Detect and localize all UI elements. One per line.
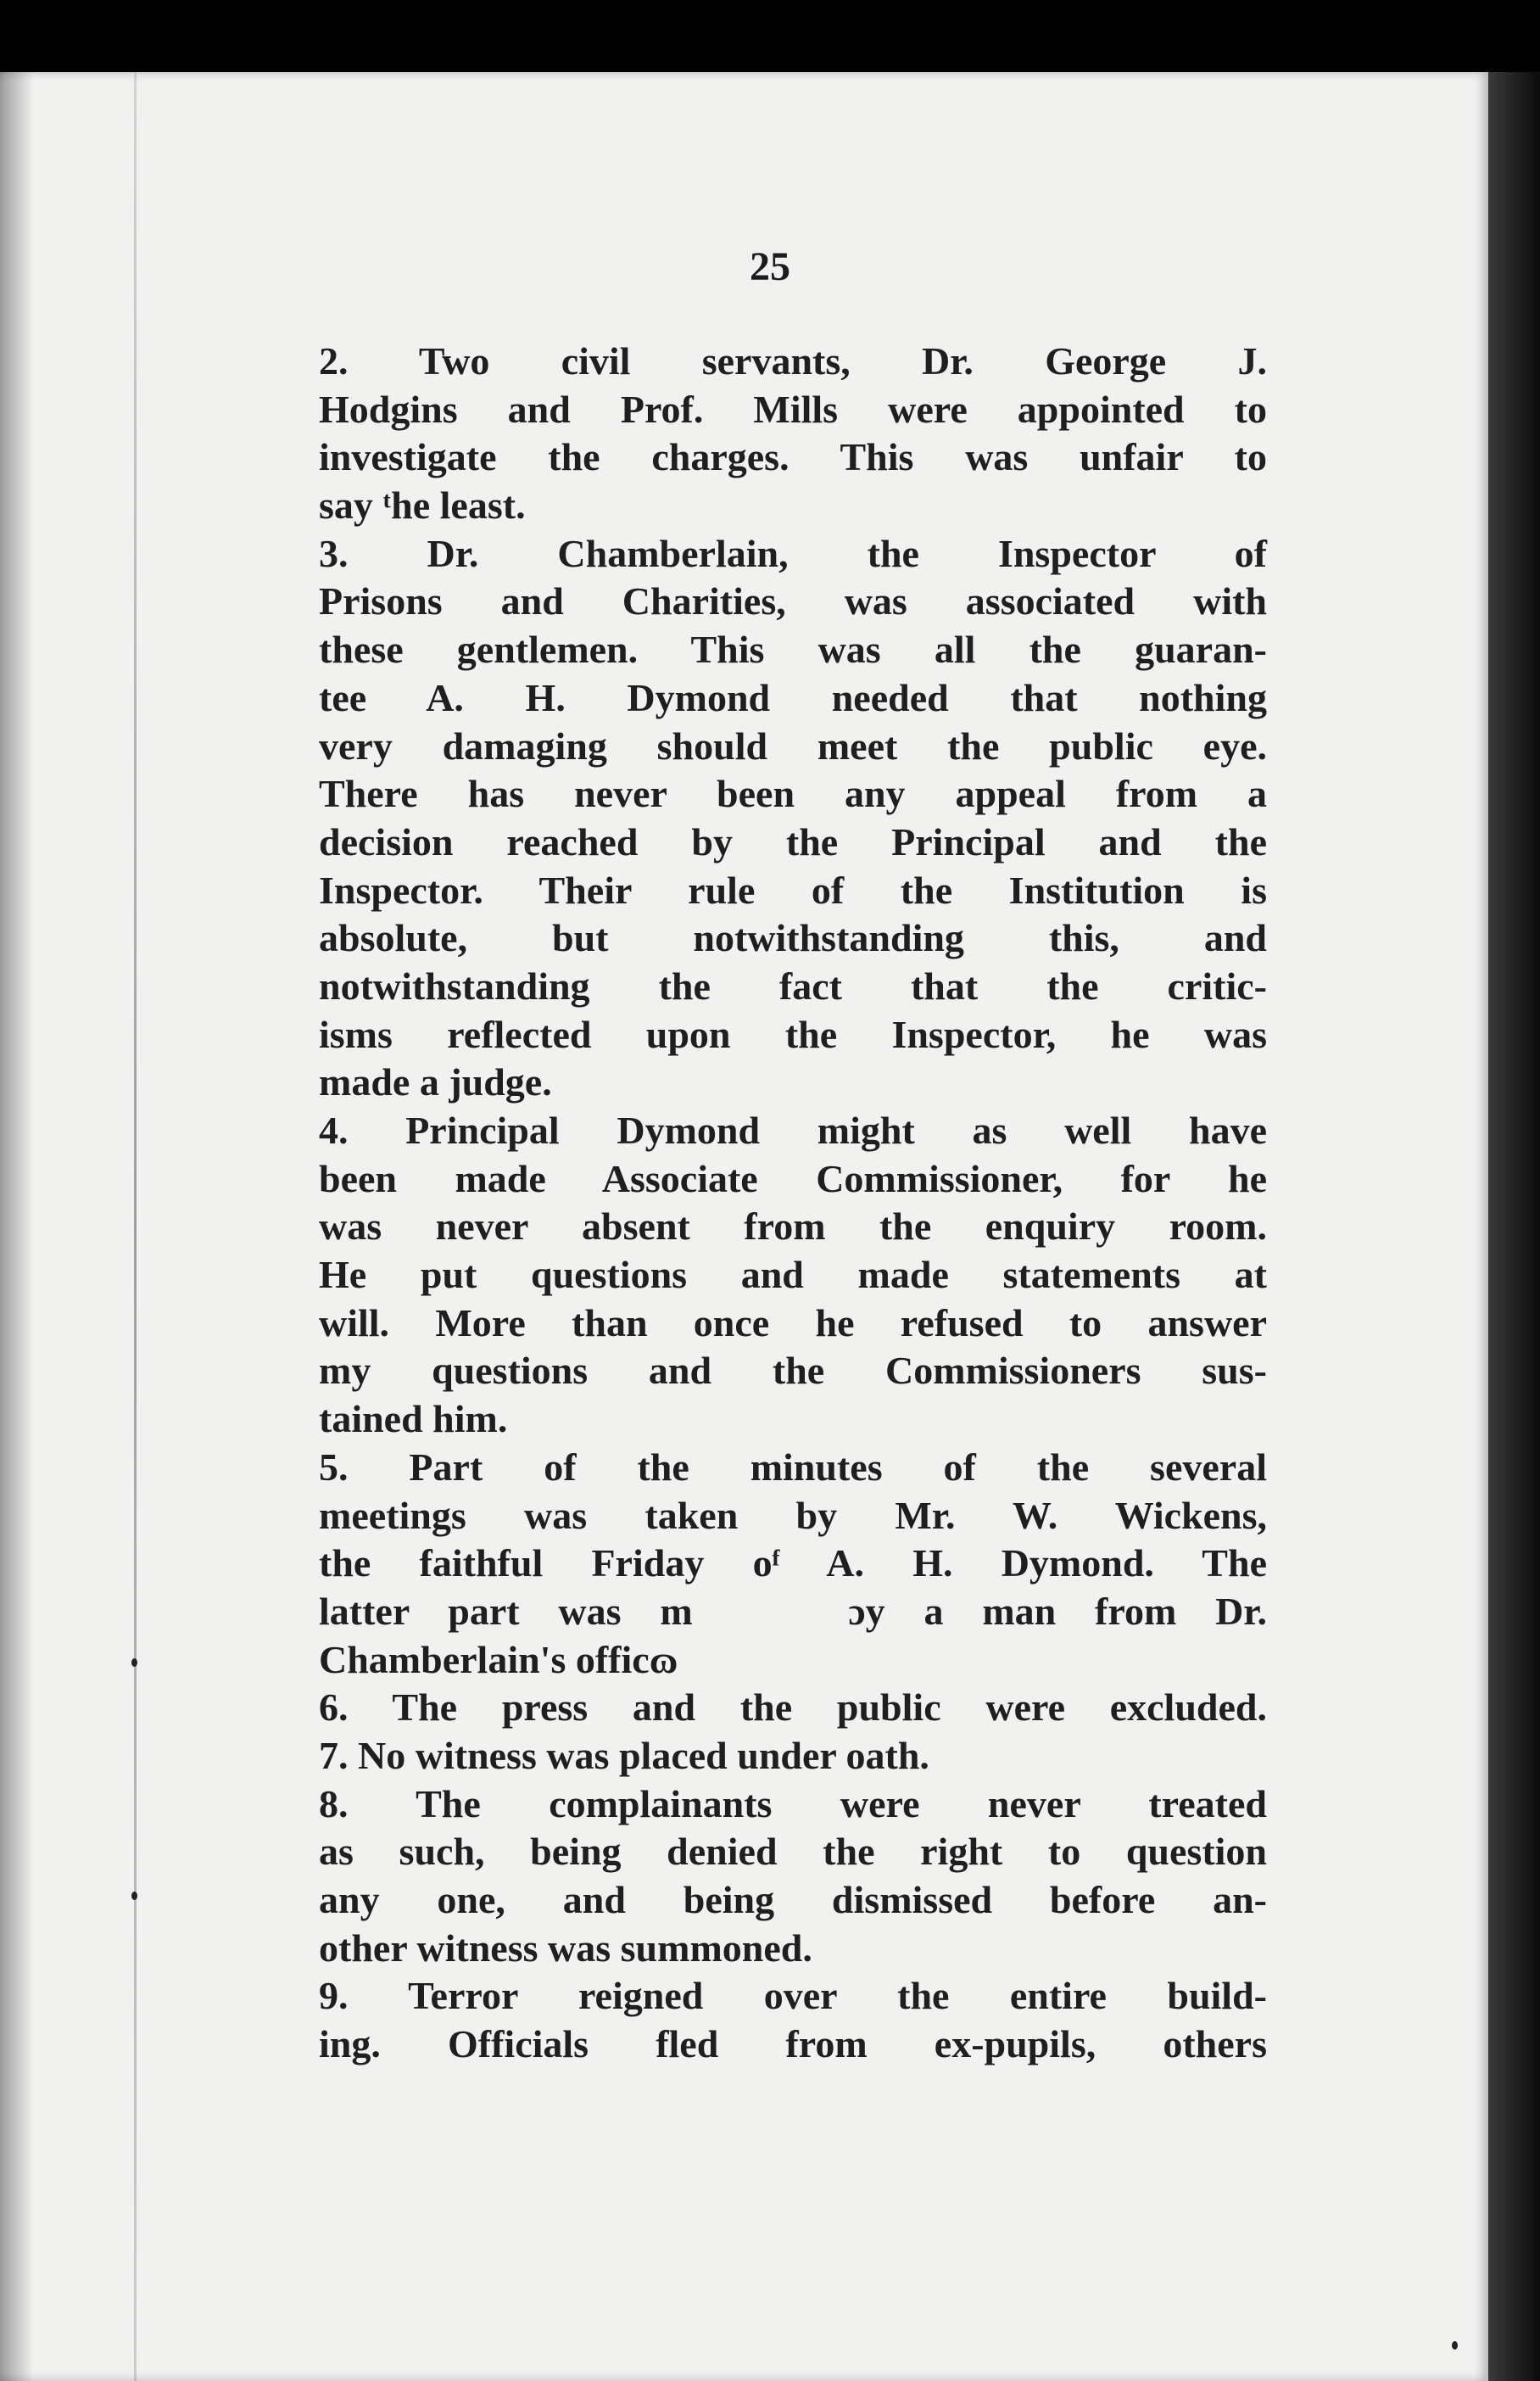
text-line: investigate the charges. This was unfair to: [319, 435, 1267, 479]
print-speck: [131, 1658, 137, 1667]
text-line: other witness was summoned.: [319, 1925, 812, 1970]
text-line: been made Associate Commissioner, for he: [319, 1156, 1267, 1200]
text-line: 6. The press and the public were excluded.: [319, 1685, 1267, 1730]
text-line: latter part was m ɔy a man from Dr.: [319, 1589, 1267, 1633]
text-line: 8. The complainants were never treated: [319, 1781, 1267, 1825]
text-line: very damaging should meet the public eye.: [319, 724, 1267, 768]
text-line: isms reflected upon the Inspector, he was: [319, 1012, 1267, 1056]
text-line: 4. Principal Dymond might as well have: [319, 1109, 1267, 1152]
text-line: as such, being denied the right to question: [319, 1830, 1267, 1874]
body-text: [319, 338, 1267, 2069]
spine-fold-line: [134, 72, 137, 2381]
text-line: There has never been any appeal from a: [319, 772, 1267, 816]
text-line: notwithstanding the fact that the critic-: [319, 964, 1267, 1008]
text-line: meetings was taken by Mr. W. Wickens,: [319, 1493, 1267, 1537]
gutter-shadow: [0, 72, 34, 2381]
text-line: decision reached by the Principal and the: [319, 819, 1267, 864]
text-line: 9. Terror reigned over the entire build-: [319, 1974, 1267, 2018]
text-line: tee A. H. Dymond needed that nothing: [319, 675, 1267, 719]
page-number: 25: [750, 244, 790, 289]
text-line: Prisons and Charities, was associated with: [319, 579, 1267, 623]
text-line: 3. Dr. Chamberlain, the Inspector of: [319, 531, 1267, 575]
text-line: say ᵗhe least.: [319, 483, 526, 528]
text-line: Inspector. Their rule of the Institution is: [319, 868, 1267, 912]
text-line: Hodgins and Prof. Mills were appointed to: [319, 387, 1267, 431]
text-line: the faithful Friday oᶠ A. H. Dymond. The: [319, 1541, 1267, 1585]
print-speck: [1452, 2341, 1458, 2350]
text-line: was never absent from the enquiry room.: [319, 1204, 1267, 1249]
text-line: Chamberlain's officɷ: [319, 1637, 678, 1681]
text-line: these gentlemen. This was all the guaran-: [319, 628, 1267, 672]
text-line: 7. No witness was placed under oath.: [319, 1733, 929, 1777]
text-line: He put questions and made statements at: [319, 1253, 1267, 1297]
text-line: any one, and being dismissed before an-: [319, 1878, 1267, 1921]
text-line: made a judge.: [319, 1060, 552, 1104]
text-line: tained him.: [319, 1397, 508, 1441]
text-line: ing. Officials fled from ex-pupils, others: [319, 2022, 1267, 2066]
text-line: absolute, but notwithstanding this, and: [319, 916, 1267, 960]
text-line: 2. Two civil servants, Dr. George J.: [319, 339, 1267, 383]
text-line: will. More than once he refused to answer: [319, 1300, 1267, 1344]
text-line: my questions and the Commissioners sus-: [319, 1349, 1267, 1393]
text-line: 5. Part of the minutes of the several: [319, 1445, 1267, 1489]
page-edge-shadow: [1488, 72, 1540, 2381]
print-speck: [131, 1892, 137, 1900]
